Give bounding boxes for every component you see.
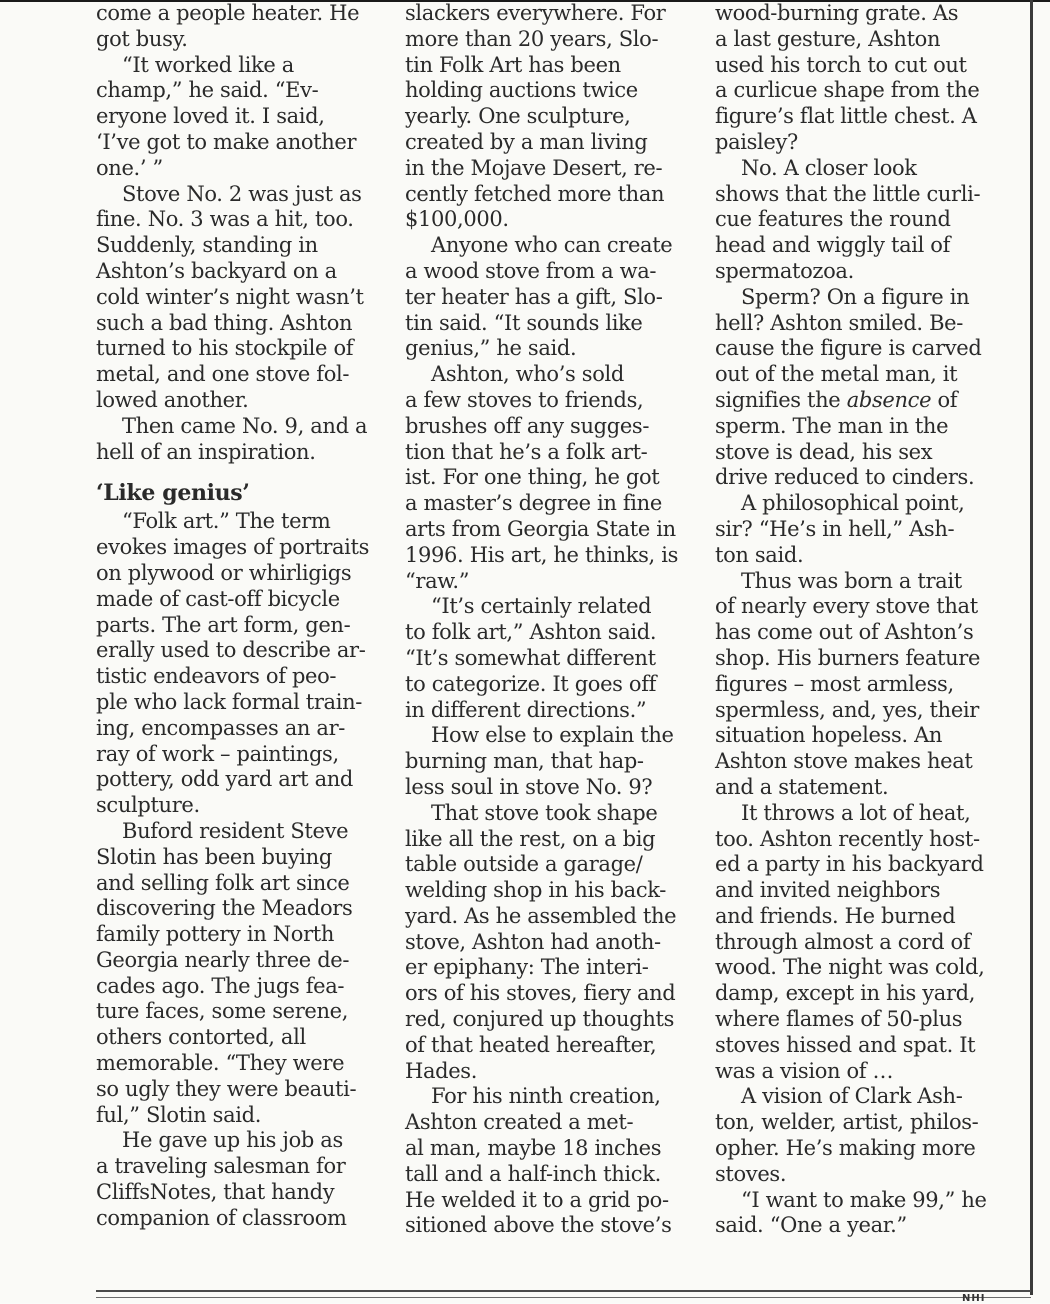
text-line: He gave up his job as [122,1128,343,1153]
text-line: No. A closer look [741,155,917,180]
paragraph [405,1,705,233]
text-line: Sperm? On a figure in [741,284,970,309]
text-line: too. Ashton recently host- [715,826,980,851]
text-line: discovering the Meadors [96,896,353,921]
text-line: to folk art,” Ashton said. [405,620,657,645]
text-line: a last gesture, Ashton [715,26,941,51]
text-line: and invited neighbors [715,878,941,903]
text-line: “It’s somewhat different [405,645,656,670]
text-line: Ashton, who’s sold [431,362,624,387]
text-line: cue features the round [715,207,951,232]
text-line: Anyone who can create [431,233,673,258]
text-line: hell? Ashton smiled. Be- [715,310,963,335]
paragraph [405,801,705,1085]
text-line: hell of an inspiration. [96,439,316,464]
text-line: fine. No. 3 was a hit, too. [96,207,354,232]
text-line: sitioned above the stove’s [405,1213,672,1238]
paragraph-with-emphasis [715,285,1015,491]
text-line: ton, welder, artist, philos- [715,1110,979,1135]
paragraph [405,594,705,723]
paragraph [715,491,1015,568]
text-line: champ,” he said. “Ev- [96,78,319,103]
text-line: sir? “He’s in hell,” Ash- [715,516,955,541]
text-line: tin said. “It sounds like [405,310,643,335]
paragraph [715,414,1015,491]
text-line: parts. The art form, gen- [96,612,351,637]
paragraph [715,285,1015,388]
text-line: slackers everywhere. For [405,1,666,25]
text-line: ture faces, some serene, [96,999,349,1024]
text-line: pottery, odd yard art and [96,767,354,792]
text-line: stove, Ashton had anoth- [405,929,661,954]
text-line: metal, and one stove fol- [96,362,350,387]
paragraph [96,509,396,819]
text-line: It throws a lot of heat, [741,800,971,825]
paragraph [405,723,705,800]
paragraph [96,182,396,414]
text-line: on plywood or whirligigs [96,560,352,585]
text-line: a master’s degree in fine [405,491,662,516]
text-line: shows that the little curli- [715,181,981,206]
article-column-2 [405,1,705,1239]
text-line: ing, encompasses an ar- [96,715,346,740]
text-line: stove is dead, his sex [715,439,933,464]
text-line: spermatozoa. [715,258,854,283]
text-line: How else to explain the [431,723,674,748]
text-line: Ashton stove makes heat [715,749,973,774]
text-line: tin Folk Art has been [405,52,621,77]
text-line: damp, except in his yard, [715,981,976,1006]
text-line: was a vision of … [715,1058,894,1083]
paragraph [405,233,705,362]
text-line: wood. The night was cold, [715,955,985,980]
text-line: a curlicue shape from the [715,78,980,103]
text-line: genius,” he said. [405,336,577,361]
text-line: A philosophical point, [741,491,965,516]
text-line: yard. As he assembled the [405,903,677,928]
text-line: others contorted, all [96,1025,306,1050]
text-line: like all the rest, on a big [405,826,656,851]
text-line: ter heater has a gift, Slo- [405,284,663,309]
paragraph [96,1,396,53]
text-line: opher. He’s making more [715,1136,976,1161]
text-line: tistic endeavors of peo- [96,664,337,689]
text-line: lowed another. [96,387,249,412]
text-line: red, conjured up thoughts [405,1007,675,1032]
text-line: more than 20 years, Slo- [405,26,659,51]
article-column-1 [96,1,396,1232]
text-line: Georgia nearly three de- [96,947,350,972]
text-line: through almost a cord of [715,929,971,954]
text-line: “It’s certainly related [431,594,652,619]
text-line: and selling folk art since [96,870,350,895]
text-line: a few stoves to friends, [405,387,644,412]
text-line: shop. His burners feature [715,645,981,670]
text-line: out of the metal man, it [715,362,958,387]
text-line: Stove No. 2 was just as [122,181,362,206]
article-column-3 [715,1,1015,1239]
text-line: cold winter’s night wasn’t [96,284,364,309]
text-line: such a bad thing. Ashton [96,310,353,335]
text-line: come a people heater. He [96,1,360,25]
text-line: ful,” Slotin said. [96,1102,262,1127]
text-line: paisley? [715,129,798,154]
text-line: ors of his stoves, fiery and [405,981,676,1006]
text-line: turned to his stockpile of [96,336,354,361]
text-line: $100,000. [405,207,509,232]
text-line: ‘I’ve got to make another [96,129,357,154]
text-line: said. “One a year.” [715,1213,907,1238]
text-line: 1996. His art, he thinks, is [405,542,679,567]
text-line: He welded it to a grid po- [405,1187,669,1212]
text-line: one.’ ” [96,155,163,180]
text-line: evokes images of portraits [96,535,370,560]
text-line: brushes off any sugges- [405,413,650,438]
text-line: table outside a garage/ [405,852,643,877]
text-line: Slotin has been buying [96,844,332,869]
text-line: spermless, and, yes, their [715,697,979,722]
text-line: a wood stove from a wa- [405,258,657,283]
paragraph [715,156,1015,285]
text-line: family pottery in North [96,922,335,947]
text-line: to categorize. It goes off [405,671,657,696]
text-line: created by a man living [405,129,648,154]
text-line: sculpture. [96,793,200,818]
text-line: figures – most armless, [715,671,954,696]
paragraph [715,801,1015,1085]
text-line: A vision of Clark Ash- [741,1084,963,1109]
text-line: Suddenly, standing in [96,233,318,258]
text-line: stoves hissed and spat. It [715,1032,976,1057]
text-line: arts from Georgia State in [405,516,676,541]
paragraph [715,569,1015,801]
text-line: tion that he’s a folk art- [405,439,648,464]
text-line: Ashton created a met- [405,1110,634,1135]
text-line: al man, maybe 18 inches [405,1136,662,1161]
text-line: tall and a half-inch thick. [405,1161,661,1186]
text-line: That stove took shape [431,800,658,825]
text-line: cently fetched more than [405,181,665,206]
paragraph [96,819,396,1129]
text-line: has come out of Ashton’s [715,620,974,645]
text-line: head and wiggly tail of [715,233,951,258]
text-line: situation hopeless. An [715,723,943,748]
text-line: figure’s flat little chest. A [715,104,977,129]
text-line: a traveling salesman for [96,1154,346,1179]
text-line: stoves. [715,1161,787,1186]
text-line: of that heated hereafter, [405,1032,657,1057]
text-line: Hades. [405,1058,478,1083]
emphasis-line: signifies the absence of [715,387,958,412]
text-line: welding shop in his back- [405,878,667,903]
text-line: made of cast-off bicycle [96,586,340,611]
paragraph [405,362,705,594]
text-line: erally used to describe ar- [96,638,366,663]
text-line: and a statement. [715,774,889,799]
text-line: ple who lack formal train- [96,689,362,714]
text-line: “raw.” [405,568,470,593]
paragraph [715,1188,1015,1240]
text-line: Thus was born a trait [741,568,962,593]
bottom-rule-secondary [96,1297,1031,1298]
bottom-rule [96,1290,1031,1292]
subheading: ‘Like genius’ [96,480,250,507]
paragraph [405,1084,705,1239]
text-line: less soul in stove No. 9? [405,774,653,799]
text-line: wood-burning grate. As [715,1,959,25]
text-line: burning man, that hap- [405,749,644,774]
text-line: of nearly every stove that [715,594,978,619]
text-line: cause the figure is carved [715,336,982,361]
footer-mark: NHI [962,1293,986,1304]
text-line: cades ago. The jugs fea- [96,973,345,998]
text-line: and friends. He burned [715,903,956,928]
paragraph [715,1,1015,156]
text-line: CliffsNotes, that handy [96,1180,335,1205]
text-line: memorable. “They were [96,1051,345,1076]
text-line: so ugly they were beauti- [96,1076,357,1101]
text-line: sperm. The man in the [715,413,949,438]
text-line: For his ninth creation, [431,1084,661,1109]
text-line: in different directions.” [405,697,647,722]
text-line: got busy. [96,26,188,51]
text-line: yearly. One sculpture, [405,104,631,129]
text-line: eryone loved it. I said, [96,104,325,129]
column-rule-right [1030,0,1033,1295]
text-line: used his torch to cut out [715,52,967,77]
text-line: holding auctions twice [405,78,638,103]
text-line: Ashton’s backyard on a [96,258,337,283]
text-line: ist. For one thing, he got [405,465,660,490]
text-line: ton said. [715,542,804,567]
emphasis-word: absence [846,387,932,412]
paragraph [96,1128,396,1231]
text-line: “It worked like a [122,52,294,77]
text-line: ed a party in his backyard [715,852,984,877]
text-line: in the Mojave Desert, re- [405,155,663,180]
text-line: drive reduced to cinders. [715,465,975,490]
paragraph [715,1084,1015,1187]
text-line: Buford resident Steve [122,818,349,843]
text-line: er epiphany: The interi- [405,955,649,980]
text-line: “I want to make 99,” he [741,1187,987,1212]
text-line: Then came No. 9, and a [122,413,368,438]
paragraph [96,414,396,466]
text-line: “Folk art.” The term [122,509,331,534]
text-line: where flames of 50-plus [715,1007,963,1032]
paragraph [96,53,396,182]
text-line: companion of classroom [96,1205,347,1230]
text-line: ray of work – paintings, [96,741,339,766]
